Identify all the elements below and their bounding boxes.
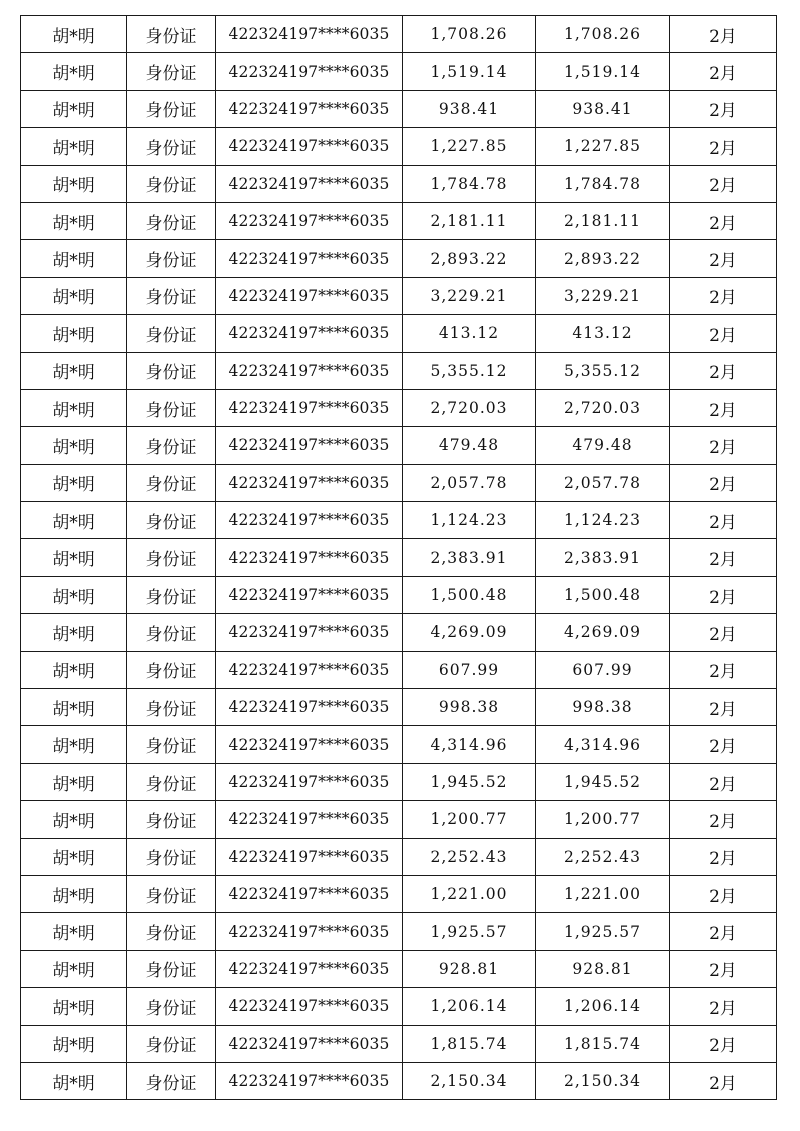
id-type-cell: 身份证 <box>127 90 216 127</box>
table-row <box>21 838 777 875</box>
month-cell: 2月 <box>670 202 777 239</box>
amount-cell: 2,057.78 <box>536 464 670 501</box>
month-cell: 2月 <box>670 988 777 1025</box>
amount-cell: 2,383.91 <box>536 539 670 576</box>
amount-cell: 2,057.78 <box>403 464 536 501</box>
id-type-cell: 身份证 <box>127 913 216 950</box>
amount-cell: 1,221.00 <box>536 875 670 912</box>
month-cell: 2月 <box>670 16 777 53</box>
table-row <box>21 53 777 90</box>
name-cell: 胡*明 <box>21 1025 127 1062</box>
amount-cell: 1,500.48 <box>536 576 670 613</box>
table-row <box>21 651 777 688</box>
amount-cell: 998.38 <box>536 689 670 726</box>
amount-cell: 2,893.22 <box>403 240 536 277</box>
id-type-cell: 身份证 <box>127 128 216 165</box>
amount-cell: 938.41 <box>403 90 536 127</box>
amount-cell: 1,815.74 <box>403 1025 536 1062</box>
id-type-cell: 身份证 <box>127 277 216 314</box>
name-cell: 胡*明 <box>21 240 127 277</box>
id-type-cell: 身份证 <box>127 202 216 239</box>
id-number-cell: 422324197****6035 <box>216 614 403 651</box>
id-type-cell: 身份证 <box>127 1062 216 1099</box>
table-body <box>21 16 777 1100</box>
id-number-cell: 422324197****6035 <box>216 128 403 165</box>
amount-cell: 1,200.77 <box>403 801 536 838</box>
table-row <box>21 165 777 202</box>
amount-cell: 413.12 <box>536 315 670 352</box>
name-cell: 胡*明 <box>21 16 127 53</box>
name-cell: 胡*明 <box>21 1062 127 1099</box>
amount-cell: 2,181.11 <box>536 202 670 239</box>
name-cell: 胡*明 <box>21 913 127 950</box>
amount-cell: 1,784.78 <box>536 165 670 202</box>
id-number-cell: 422324197****6035 <box>216 726 403 763</box>
name-cell: 胡*明 <box>21 202 127 239</box>
id-number-cell: 422324197****6035 <box>216 950 403 987</box>
id-number-cell: 422324197****6035 <box>216 427 403 464</box>
name-cell: 胡*明 <box>21 165 127 202</box>
month-cell: 2月 <box>670 1062 777 1099</box>
amount-cell: 1,519.14 <box>403 53 536 90</box>
id-number-cell: 422324197****6035 <box>216 464 403 501</box>
id-type-cell: 身份证 <box>127 801 216 838</box>
amount-cell: 413.12 <box>403 315 536 352</box>
id-type-cell: 身份证 <box>127 427 216 464</box>
amount-cell: 2,893.22 <box>536 240 670 277</box>
amount-cell: 2,720.03 <box>536 389 670 426</box>
table-row <box>21 16 777 53</box>
name-cell: 胡*明 <box>21 875 127 912</box>
id-number-cell: 422324197****6035 <box>216 90 403 127</box>
amount-cell: 1,945.52 <box>403 763 536 800</box>
amount-cell: 479.48 <box>403 427 536 464</box>
month-cell: 2月 <box>670 651 777 688</box>
amount-cell: 607.99 <box>536 651 670 688</box>
amount-cell: 2,252.43 <box>536 838 670 875</box>
table-row <box>21 801 777 838</box>
month-cell: 2月 <box>670 576 777 613</box>
table-row <box>21 726 777 763</box>
id-type-cell: 身份证 <box>127 875 216 912</box>
table-row <box>21 689 777 726</box>
id-type-cell: 身份证 <box>127 240 216 277</box>
id-type-cell: 身份证 <box>127 838 216 875</box>
amount-cell: 4,269.09 <box>536 614 670 651</box>
data-table-container <box>20 15 776 1100</box>
amount-cell: 5,355.12 <box>536 352 670 389</box>
name-cell: 胡*明 <box>21 614 127 651</box>
amount-cell: 998.38 <box>403 689 536 726</box>
month-cell: 2月 <box>670 502 777 539</box>
amount-cell: 4,314.96 <box>403 726 536 763</box>
id-number-cell: 422324197****6035 <box>216 539 403 576</box>
amount-cell: 4,269.09 <box>403 614 536 651</box>
table-row <box>21 277 777 314</box>
amount-cell: 1,227.85 <box>536 128 670 165</box>
id-number-cell: 422324197****6035 <box>216 502 403 539</box>
id-type-cell: 身份证 <box>127 576 216 613</box>
name-cell: 胡*明 <box>21 277 127 314</box>
amount-cell: 1,925.57 <box>403 913 536 950</box>
table-row <box>21 950 777 987</box>
month-cell: 2月 <box>670 875 777 912</box>
id-number-cell: 422324197****6035 <box>216 352 403 389</box>
amount-cell: 1,124.23 <box>536 502 670 539</box>
amount-cell: 1,206.14 <box>403 988 536 1025</box>
amount-cell: 1,784.78 <box>403 165 536 202</box>
month-cell: 2月 <box>670 913 777 950</box>
id-type-cell: 身份证 <box>127 614 216 651</box>
id-number-cell: 422324197****6035 <box>216 277 403 314</box>
amount-cell: 1,227.85 <box>403 128 536 165</box>
table-row <box>21 875 777 912</box>
name-cell: 胡*明 <box>21 726 127 763</box>
table-row <box>21 1062 777 1099</box>
month-cell: 2月 <box>670 464 777 501</box>
id-type-cell: 身份证 <box>127 539 216 576</box>
table-row <box>21 539 777 576</box>
id-number-cell: 422324197****6035 <box>216 801 403 838</box>
payment-records-table <box>20 15 777 1100</box>
id-number-cell: 422324197****6035 <box>216 53 403 90</box>
month-cell: 2月 <box>670 277 777 314</box>
id-type-cell: 身份证 <box>127 352 216 389</box>
id-number-cell: 422324197****6035 <box>216 838 403 875</box>
month-cell: 2月 <box>670 315 777 352</box>
month-cell: 2月 <box>670 726 777 763</box>
name-cell: 胡*明 <box>21 801 127 838</box>
amount-cell: 479.48 <box>536 427 670 464</box>
month-cell: 2月 <box>670 389 777 426</box>
id-number-cell: 422324197****6035 <box>216 913 403 950</box>
month-cell: 2月 <box>670 614 777 651</box>
table-row <box>21 315 777 352</box>
name-cell: 胡*明 <box>21 651 127 688</box>
name-cell: 胡*明 <box>21 838 127 875</box>
id-type-cell: 身份证 <box>127 689 216 726</box>
amount-cell: 1,708.26 <box>403 16 536 53</box>
name-cell: 胡*明 <box>21 128 127 165</box>
table-row <box>21 352 777 389</box>
name-cell: 胡*明 <box>21 427 127 464</box>
amount-cell: 1,221.00 <box>403 875 536 912</box>
table-row <box>21 240 777 277</box>
month-cell: 2月 <box>670 689 777 726</box>
id-type-cell: 身份证 <box>127 988 216 1025</box>
month-cell: 2月 <box>670 165 777 202</box>
id-number-cell: 422324197****6035 <box>216 1062 403 1099</box>
name-cell: 胡*明 <box>21 53 127 90</box>
name-cell: 胡*明 <box>21 502 127 539</box>
amount-cell: 607.99 <box>403 651 536 688</box>
id-type-cell: 身份证 <box>127 165 216 202</box>
month-cell: 2月 <box>670 128 777 165</box>
table-row <box>21 202 777 239</box>
name-cell: 胡*明 <box>21 352 127 389</box>
id-number-cell: 422324197****6035 <box>216 165 403 202</box>
id-type-cell: 身份证 <box>127 950 216 987</box>
id-type-cell: 身份证 <box>127 502 216 539</box>
table-row <box>21 389 777 426</box>
id-number-cell: 422324197****6035 <box>216 689 403 726</box>
id-number-cell: 422324197****6035 <box>216 875 403 912</box>
table-row <box>21 763 777 800</box>
table-row <box>21 988 777 1025</box>
amount-cell: 1,708.26 <box>536 16 670 53</box>
amount-cell: 5,355.12 <box>403 352 536 389</box>
month-cell: 2月 <box>670 427 777 464</box>
month-cell: 2月 <box>670 352 777 389</box>
amount-cell: 1,925.57 <box>536 913 670 950</box>
amount-cell: 2,720.03 <box>403 389 536 426</box>
id-number-cell: 422324197****6035 <box>216 576 403 613</box>
table-row <box>21 913 777 950</box>
name-cell: 胡*明 <box>21 389 127 426</box>
name-cell: 胡*明 <box>21 763 127 800</box>
amount-cell: 1,200.77 <box>536 801 670 838</box>
month-cell: 2月 <box>670 950 777 987</box>
amount-cell: 1,500.48 <box>403 576 536 613</box>
amount-cell: 928.81 <box>403 950 536 987</box>
id-number-cell: 422324197****6035 <box>216 389 403 426</box>
amount-cell: 938.41 <box>536 90 670 127</box>
name-cell: 胡*明 <box>21 464 127 501</box>
amount-cell: 1,124.23 <box>403 502 536 539</box>
id-type-cell: 身份证 <box>127 464 216 501</box>
amount-cell: 1,519.14 <box>536 53 670 90</box>
amount-cell: 1,815.74 <box>536 1025 670 1062</box>
id-type-cell: 身份证 <box>127 763 216 800</box>
month-cell: 2月 <box>670 763 777 800</box>
id-number-cell: 422324197****6035 <box>216 763 403 800</box>
month-cell: 2月 <box>670 53 777 90</box>
month-cell: 2月 <box>670 1025 777 1062</box>
id-number-cell: 422324197****6035 <box>216 16 403 53</box>
table-row <box>21 576 777 613</box>
table-row <box>21 502 777 539</box>
amount-cell: 2,383.91 <box>403 539 536 576</box>
id-number-cell: 422324197****6035 <box>216 202 403 239</box>
name-cell: 胡*明 <box>21 315 127 352</box>
table-row <box>21 427 777 464</box>
month-cell: 2月 <box>670 240 777 277</box>
amount-cell: 3,229.21 <box>403 277 536 314</box>
id-type-cell: 身份证 <box>127 315 216 352</box>
amount-cell: 2,150.34 <box>536 1062 670 1099</box>
id-type-cell: 身份证 <box>127 16 216 53</box>
amount-cell: 928.81 <box>536 950 670 987</box>
month-cell: 2月 <box>670 539 777 576</box>
id-number-cell: 422324197****6035 <box>216 240 403 277</box>
id-type-cell: 身份证 <box>127 1025 216 1062</box>
amount-cell: 4,314.96 <box>536 726 670 763</box>
table-row <box>21 1025 777 1062</box>
id-type-cell: 身份证 <box>127 726 216 763</box>
id-type-cell: 身份证 <box>127 53 216 90</box>
amount-cell: 3,229.21 <box>536 277 670 314</box>
id-number-cell: 422324197****6035 <box>216 315 403 352</box>
table-row <box>21 90 777 127</box>
id-number-cell: 422324197****6035 <box>216 988 403 1025</box>
amount-cell: 1,206.14 <box>536 988 670 1025</box>
id-number-cell: 422324197****6035 <box>216 1025 403 1062</box>
name-cell: 胡*明 <box>21 90 127 127</box>
name-cell: 胡*明 <box>21 539 127 576</box>
name-cell: 胡*明 <box>21 988 127 1025</box>
month-cell: 2月 <box>670 801 777 838</box>
id-type-cell: 身份证 <box>127 651 216 688</box>
id-number-cell: 422324197****6035 <box>216 651 403 688</box>
name-cell: 胡*明 <box>21 689 127 726</box>
name-cell: 胡*明 <box>21 576 127 613</box>
name-cell: 胡*明 <box>21 950 127 987</box>
table-row <box>21 614 777 651</box>
amount-cell: 2,252.43 <box>403 838 536 875</box>
table-row <box>21 128 777 165</box>
amount-cell: 2,181.11 <box>403 202 536 239</box>
table-row <box>21 464 777 501</box>
amount-cell: 2,150.34 <box>403 1062 536 1099</box>
month-cell: 2月 <box>670 90 777 127</box>
amount-cell: 1,945.52 <box>536 763 670 800</box>
id-type-cell: 身份证 <box>127 389 216 426</box>
month-cell: 2月 <box>670 838 777 875</box>
